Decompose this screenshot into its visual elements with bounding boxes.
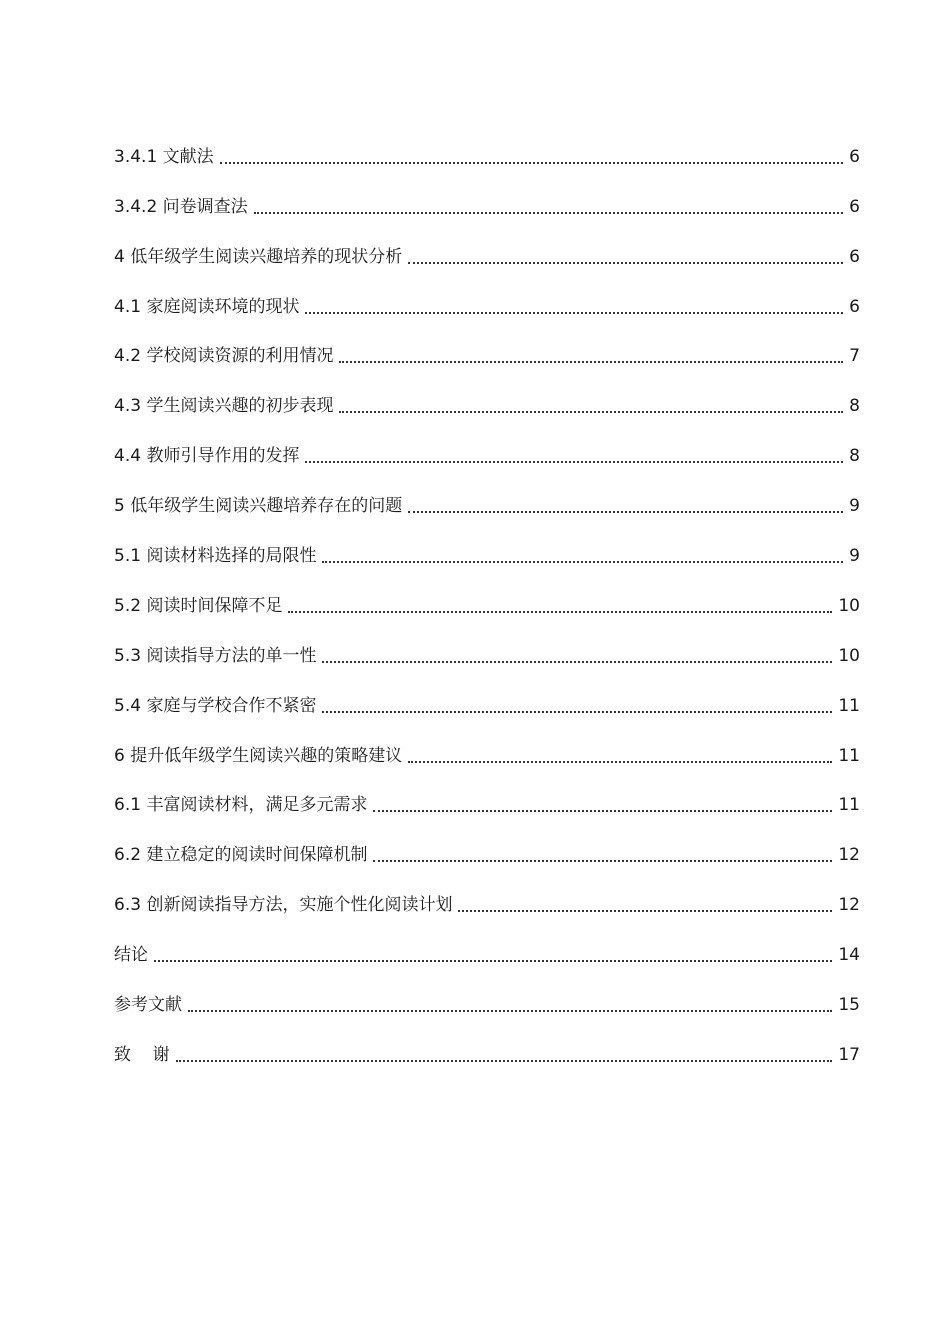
toc-entry[interactable] (114, 322, 860, 372)
toc-entry[interactable] (114, 222, 860, 272)
toc-entry-title: 结论 (114, 945, 148, 966)
toc-entry-page: 11 (838, 745, 860, 766)
toc-entry-title: 6 提升低年级学生阅读兴趣的策略建议 (114, 745, 403, 766)
toc-dot-leader (339, 361, 843, 363)
toc-entry[interactable] (114, 521, 860, 571)
toc-entry-page: 10 (838, 645, 860, 666)
toc-entry-title: 6.1 丰富阅读材料，满足多元需求 (114, 795, 368, 816)
toc-entry-page: 11 (838, 795, 860, 816)
toc-dot-leader (373, 810, 832, 812)
toc-entry-title: 5 低年级学生阅读兴趣培养存在的问题 (114, 496, 403, 517)
toc-dot-leader (373, 860, 832, 862)
toc-dot-leader (288, 611, 832, 613)
toc-dot-leader (220, 162, 844, 164)
toc-entry-title: 3.4.2 问卷调查法 (114, 196, 248, 217)
toc-entry[interactable] (114, 471, 860, 521)
toc-dot-leader (322, 661, 832, 663)
toc-entry-page: 11 (838, 695, 860, 716)
table-of-contents (114, 122, 860, 1070)
toc-entry-title: 参考文献 (114, 995, 182, 1016)
toc-entry[interactable] (114, 820, 860, 870)
toc-entry-title: 5.4 家庭与学校合作不紧密 (114, 695, 317, 716)
toc-entry[interactable] (114, 671, 860, 721)
toc-entry[interactable] (114, 870, 860, 920)
toc-entry-page: 15 (838, 995, 860, 1016)
toc-entry-title: 6.3 创新阅读指导方法，实施个性化阅读计划 (114, 895, 453, 916)
toc-entry-page: 9 (849, 546, 860, 567)
toc-entry-page: 6 (849, 146, 860, 167)
toc-entry-title: 5.1 阅读材料选择的局限性 (114, 546, 317, 567)
toc-dot-leader (254, 212, 844, 214)
toc-entry-page: 14 (838, 945, 860, 966)
toc-dot-leader (322, 561, 843, 563)
toc-dot-leader (408, 262, 843, 264)
toc-entry-page: 12 (838, 895, 860, 916)
toc-entry[interactable] (114, 920, 860, 970)
toc-entry-title: 4.3 学生阅读兴趣的初步表现 (114, 396, 334, 417)
toc-entry[interactable] (114, 122, 860, 172)
toc-entry[interactable] (114, 970, 860, 1020)
toc-entry-title: 4.1 家庭阅读环境的现状 (114, 296, 300, 317)
toc-entry-page: 12 (838, 845, 860, 866)
toc-entry-title: 4.2 学校阅读资源的利用情况 (114, 346, 334, 367)
toc-entry-page: 8 (849, 396, 860, 417)
toc-entry-title: 致 谢 (114, 1044, 170, 1065)
toc-dot-leader (408, 761, 832, 763)
toc-entry[interactable] (114, 421, 860, 471)
toc-entry-page: 8 (849, 446, 860, 467)
toc-entry-page: 7 (849, 346, 860, 367)
toc-entry-page: 9 (849, 496, 860, 517)
toc-dot-leader (188, 1010, 832, 1012)
toc-dot-leader (176, 1060, 833, 1062)
toc-entry[interactable] (114, 1020, 860, 1070)
toc-entry[interactable] (114, 621, 860, 671)
toc-entry-page: 17 (838, 1044, 860, 1065)
toc-entry-title: 6.2 建立稳定的阅读时间保障机制 (114, 845, 368, 866)
toc-entry-page: 6 (849, 246, 860, 267)
toc-entry[interactable] (114, 571, 860, 621)
toc-entry-title: 5.3 阅读指导方法的单一性 (114, 645, 317, 666)
toc-entry[interactable] (114, 771, 860, 821)
toc-entry-title: 4.4 教师引导作用的发挥 (114, 446, 300, 467)
toc-entry-title: 4 低年级学生阅读兴趣培养的现状分析 (114, 246, 403, 267)
toc-dot-leader (305, 461, 843, 463)
toc-dot-leader (458, 910, 832, 912)
toc-entry[interactable] (114, 272, 860, 322)
toc-entry-page: 10 (838, 595, 860, 616)
toc-entry-title: 5.2 阅读时间保障不足 (114, 595, 283, 616)
toc-entry[interactable] (114, 371, 860, 421)
toc-entry-page: 6 (849, 196, 860, 217)
toc-entry-title: 3.4.1 文献法 (114, 146, 214, 167)
toc-dot-leader (339, 411, 843, 413)
toc-dot-leader (305, 312, 843, 314)
toc-entry[interactable] (114, 172, 860, 222)
toc-dot-leader (154, 960, 832, 962)
toc-dot-leader (322, 711, 832, 713)
toc-entry-page: 6 (849, 296, 860, 317)
toc-entry[interactable] (114, 721, 860, 771)
toc-dot-leader (408, 511, 843, 513)
